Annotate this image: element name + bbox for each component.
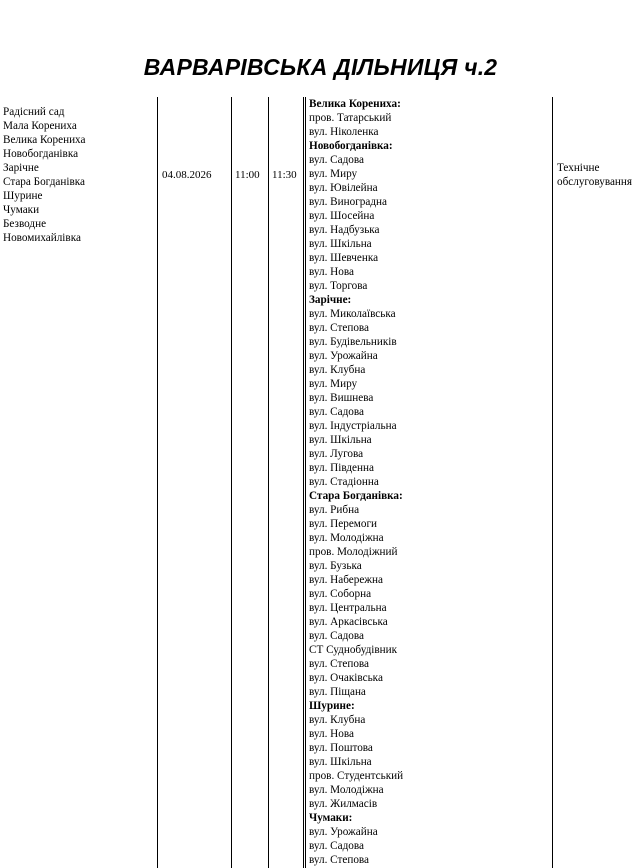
- street-item: вул. Соборна: [309, 588, 372, 600]
- street-item: вул. Надбузька: [309, 224, 380, 236]
- street-group-heading: Новобогданівка:: [309, 140, 393, 152]
- village-name: Чумаки: [3, 204, 40, 216]
- street-item: СТ Суднобудівник: [309, 644, 398, 656]
- village-name: Шурине: [3, 190, 43, 202]
- street-group-heading: Шурине:: [309, 700, 355, 712]
- street-item: вул. Миру: [309, 168, 358, 180]
- street-item: вул. Вишнева: [309, 392, 374, 404]
- street-item: вул. Шкільна: [309, 756, 372, 768]
- page-title: ВАРВАРІВСЬКА ДІЛЬНИЦЯ ч.2: [143, 54, 498, 80]
- village-name: Новобогданівка: [3, 148, 79, 160]
- street-item: вул. Рибна: [309, 504, 360, 516]
- street-group-heading: Чумаки:: [309, 812, 353, 824]
- village-name: Мала Корениха: [3, 120, 77, 132]
- street-item: вул. Садова: [309, 154, 364, 166]
- street-item: вул. Жилмасів: [309, 798, 378, 810]
- street-item: вул. Бузька: [309, 560, 362, 572]
- village-name: Новомихайлівка: [3, 232, 81, 244]
- street-item: вул. Степова: [309, 854, 370, 866]
- street-item: пров. Молодіжний: [309, 546, 398, 558]
- street-item: вул. Індустріальна: [309, 420, 397, 432]
- street-item: вул. Степова: [309, 322, 370, 334]
- street-item: вул. Урожайна: [309, 826, 378, 838]
- streets-cell: [309, 97, 403, 867]
- street-item: вул. Перемоги: [309, 518, 378, 530]
- street-item: вул. Садова: [309, 406, 364, 418]
- column-divider: [231, 97, 232, 868]
- street-item: вул. Степова: [309, 658, 370, 670]
- village-name: Радісний сад: [3, 106, 65, 118]
- street-item: вул. Торгова: [309, 280, 368, 292]
- street-item: вул. Клубна: [309, 714, 366, 726]
- column-divider: [305, 97, 306, 868]
- street-item: вул. Садова: [309, 840, 364, 852]
- street-item: вул. Молодіжна: [309, 784, 384, 796]
- street-item: вул. Нова: [309, 728, 354, 740]
- village-name: Стара Богданівка: [3, 176, 85, 188]
- street-item: вул. Набережна: [309, 574, 383, 586]
- street-item: вул. Шкільна: [309, 238, 372, 250]
- column-divider: [303, 97, 304, 868]
- column-divider: [157, 97, 158, 868]
- street-item: вул. Виноградна: [309, 196, 388, 208]
- street-item: вул. Ювілейна: [309, 182, 378, 194]
- village-name: Безводне: [3, 218, 47, 230]
- street-item: вул. Очаківська: [309, 672, 383, 684]
- street-item: вул. Південна: [309, 462, 374, 474]
- street-item: вул. Садова: [309, 630, 364, 642]
- date-cell: 04.08.2026: [162, 169, 212, 181]
- street-item: пров. Татарський: [309, 112, 392, 124]
- village-name: Велика Корениха: [3, 134, 86, 146]
- time-end-cell: 11:30: [272, 169, 297, 181]
- column-divider: [552, 97, 553, 868]
- street-item: вул. Стадіонна: [309, 476, 379, 488]
- street-item: вул. Будівельників: [309, 336, 397, 348]
- street-item: вул. Миколаївська: [309, 308, 396, 320]
- street-item: вул. Піщана: [309, 686, 366, 698]
- street-item: вул. Молодіжна: [309, 532, 384, 544]
- column-divider: [268, 97, 269, 868]
- street-item: вул. Лугова: [309, 448, 364, 460]
- street-item: вул. Поштова: [309, 742, 373, 754]
- time-start-cell: 11:00: [235, 169, 260, 181]
- villages-cell: [3, 105, 85, 245]
- street-item: вул. Урожайна: [309, 350, 378, 362]
- reason-cell: Технічне обслуговування: [557, 162, 633, 188]
- street-group-heading: Велика Корениха:: [309, 98, 401, 110]
- street-item: вул. Центральна: [309, 602, 387, 614]
- street-item: вул. Клубна: [309, 364, 366, 376]
- street-group-heading: Стара Богданівка:: [309, 490, 403, 502]
- street-item: пров. Студентський: [309, 770, 404, 782]
- street-item: вул. Шкільна: [309, 434, 372, 446]
- street-item: вул. Шосейна: [309, 210, 375, 222]
- village-name: Зарічне: [3, 162, 39, 174]
- street-group-heading: Зарічне:: [309, 294, 352, 306]
- street-item: вул. Миру: [309, 378, 358, 390]
- street-item: вул. Ніколенка: [309, 126, 379, 138]
- street-item: вул. Аркасівська: [309, 616, 388, 628]
- street-item: вул. Шевченка: [309, 252, 379, 264]
- street-item: вул. Нова: [309, 266, 354, 278]
